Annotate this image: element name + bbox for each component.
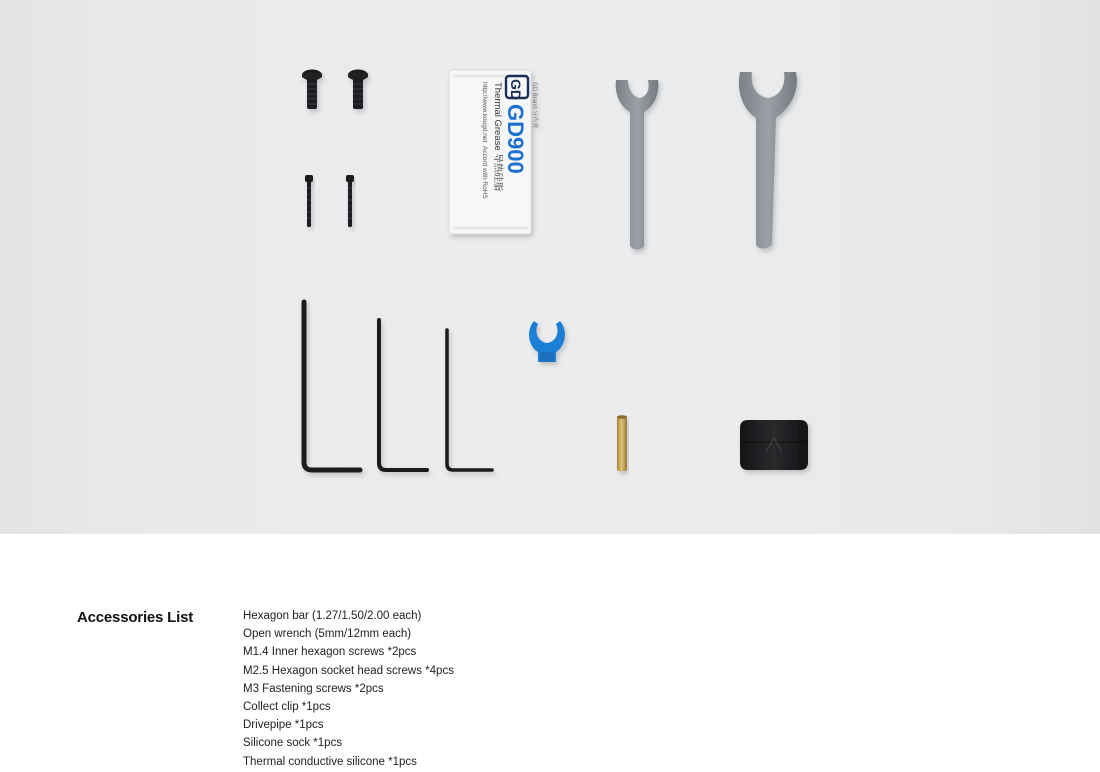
- svg-text:GD: GD: [508, 79, 524, 100]
- m1-4-hexagon-screw-1: [305, 175, 313, 227]
- accessories-list: [243, 607, 454, 771]
- open-wrench-5mm: [616, 80, 659, 250]
- list-item: Collect clip *1pcs: [243, 701, 331, 714]
- thermal-grease-packet: [449, 70, 539, 234]
- grease-brand-label: GD900: [503, 104, 528, 174]
- open-wrench-12mm: [739, 72, 797, 249]
- hexagon-bar-2-00: [304, 302, 360, 470]
- list-item: Hexagon bar (1.27/1.50/2.00 each): [243, 610, 422, 622]
- collect-clip: [529, 321, 565, 362]
- silicone-sock: [740, 420, 808, 470]
- list-item: Open wrench (5mm/12mm each): [243, 628, 412, 641]
- hexagon-bar-1-27: [447, 330, 492, 470]
- accessories-list-title: Accessories List: [77, 609, 194, 626]
- grease-subtitle-label: GD Brand 导热膏: [531, 82, 537, 129]
- drivepipe: [617, 415, 627, 471]
- list-item: Drivepipe *1pcs: [243, 719, 324, 732]
- list-item: Thermal conductive silicone *1pcs: [243, 755, 417, 768]
- hexagon-bar-1-50: [379, 320, 427, 470]
- grease-product-label: Thermal Grease 导热硅脂: [492, 82, 503, 192]
- list-item: M1.4 Inner hexagon screws *2pcs: [243, 646, 417, 659]
- list-item: M2.5 Hexagon socket head screws *4pcs: [243, 664, 454, 677]
- list-item: Silicone sock *1pcs: [243, 737, 343, 750]
- m2-5-socket-screw-2: [348, 70, 368, 110]
- grease-website-label: http://www.kougd.net: [481, 82, 488, 143]
- grease-rohs-label: Accord with RoHS: [481, 146, 488, 199]
- list-item: M3 Fastening screws *2pcs: [243, 682, 384, 695]
- m2-5-socket-screw-1: [302, 70, 322, 110]
- m1-4-hexagon-screw-2: [346, 175, 354, 227]
